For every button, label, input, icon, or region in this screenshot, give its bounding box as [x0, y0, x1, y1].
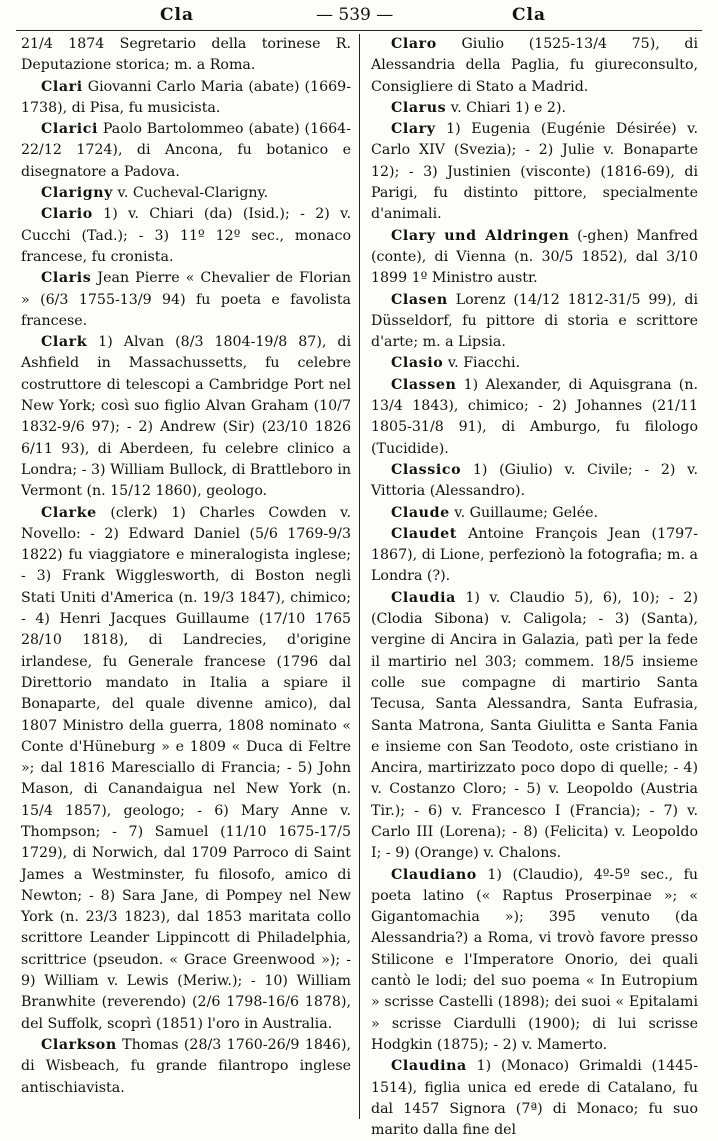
entry-text: v. Chiari 1) e 2).	[446, 99, 566, 116]
entry-headword: Clari	[41, 78, 83, 95]
entry-headword: Clark	[41, 334, 88, 351]
header-right-word: Cla	[512, 5, 547, 25]
entry-headword: Clasio	[391, 355, 444, 372]
entry-headword: Claudina	[391, 1058, 467, 1075]
entry-text: 1) v. Claudio 5), 6), 10); - 2) (Clodia Sibona) v. Caligola; - 3) (Santa), vergine di Ancira in Galazia, patì per la fede il martirio nel 303; commem. 18/5 insieme colle sue compagne di martirio Santa Tecusa, Santa Alessandra, Santa Eufrasia, Santa Matrona, Santa Giulitta e Santa Fania e insieme con San Teodoto, oste cristiano in Ancira, martirizzato poco dopo di quelle; - 4) v. Costanzo Cloro; - 5) v. Leopoldo (Austria Tir.); - 6) v. Francesco I (Francia); - 7) v. Carlo III (Lorena); - 8) (Felicita) v. Leopoldo I; - 9) (Orange) v. Chalons.	[371, 589, 698, 862]
column-divider	[359, 34, 360, 1119]
entry-text: Jean Pierre « Chevalier de Florian » (6/3 1755-13/9 94) fu poeta e favolista francese.	[21, 270, 351, 329]
dictionary-entry	[371, 1056, 698, 1141]
entry-headword: Clary	[391, 121, 436, 138]
dictionary-entry	[371, 290, 698, 354]
page-number: — 539 —	[316, 5, 394, 25]
entry-headword: Claudiano	[391, 866, 477, 883]
header-rule	[16, 30, 702, 31]
dictionary-entry	[371, 226, 698, 290]
dictionary-entry	[371, 460, 698, 503]
dictionary-entry	[371, 375, 698, 460]
entry-text: v. Guillaume; Gelée.	[449, 504, 598, 521]
right-column	[371, 34, 698, 1141]
entry-text: Antoine François Jean (1797-1867), di Lione, perfezionò la fotografia; m. a Londra (?).	[371, 525, 698, 585]
dictionary-entry	[371, 98, 698, 119]
dictionary-entry	[21, 503, 351, 1035]
dictionary-entry	[371, 353, 698, 374]
entry-headword: Claris	[41, 270, 92, 287]
entry-text: 21/4 1874 Segretario della torinese R. Deputazione storica; m. a Roma.	[21, 36, 351, 74]
entry-headword: Clasen	[391, 291, 448, 308]
entry-headword: Clarkson	[41, 1036, 117, 1053]
dictionary-entry	[371, 588, 698, 865]
entry-text: 1) (Monaco) Grimaldi (1445-1514), figlia unica ed erede di Catalano, fu dal 1457 Signora (7ª) di Monaco; fu suo marito dalla fine del	[371, 1058, 698, 1139]
dictionary-entry	[371, 865, 698, 1057]
entry-text: v. Cucheval-Clarigny.	[113, 185, 269, 202]
entry-text: 1) Alexander, di Aquisgrana (n. 13/4 1843), chimico; - 2) Johannes (21/11 1805-31/8 91), di Amburgo, fu filologo (Tucidide).	[371, 376, 698, 457]
header-left-word: Cla	[160, 5, 195, 25]
dictionary-entry	[21, 1035, 351, 1099]
entry-text: 1) v. Chiari (da) (Isid.); - 2) v. Cucchi (Tad.); - 3) 11º 12º sec., monaco francese, fu cronista.	[21, 206, 351, 265]
entry-text: v. Fiacchi.	[443, 355, 521, 372]
entry-text: 1) (Giulio) v. Civile; - 2) v. Vittoria (Alessandro).	[371, 461, 698, 500]
entry-headword: Claudet	[391, 525, 457, 542]
dictionary-entry	[21, 119, 351, 183]
dictionary-entry	[371, 34, 698, 98]
entry-headword: Claro	[391, 36, 437, 52]
entry-headword: Classico	[391, 461, 462, 478]
entry-headword: Clary und Aldringen	[391, 227, 570, 244]
dictionary-entry	[21, 204, 351, 268]
entry-headword: Claudia	[391, 589, 456, 606]
left-column	[21, 34, 351, 1099]
entry-text: Giovanni Carlo Maria (abate) (1669-1738), di Pisa, fu musicista.	[21, 78, 351, 116]
dictionary-entry	[371, 503, 698, 524]
page-header	[0, 0, 718, 34]
dictionary-entry	[371, 119, 698, 225]
entry-headword: Clario	[41, 206, 93, 223]
entry-text: Thomas (28/3 1760-26/9 1846), di Wisbeach, fu grande filantropo inglese antischiavista.	[21, 1036, 351, 1096]
entry-text: (clerk) 1) Charles Cowden v. Novello: - 2) Edward Daniel (5/6 1769-9/3 1822) fu viaggiatore e mineralogista inglese; - 3) Frank Wigglesworth, di Boston negli Stati Uniti d'America (n. 19/3 1847), chimico; - 4) Henri Jacques Guillaume (17/10 1765 28/10 1818), di Landrecies, d'origine irlandese, fu Generale francese (1796 dal Direttorio mandato in Italia a spiare il Bonaparte, del quale divenne amico), dal 1807 Ministro della guerra, 1808 nominato « Conte d'Hüneburg » e 1809 « Duca di Feltre »; dal 1816 Maresciallo di Francia; - 5) John Mason, di Canandaigua nel New York (n. 15/4 1857), geologo; - 6) Mary Anne v. Thompson; - 7) Samuel (11/10 1675-17/5 1729), di Norwich, dal 1709 Parroco di Saint James a Westminster, fu filosofo, amico di Newton; - 8) Sara Jane, di Pompey nel New York (n. 23/3 1823), dal 1853 maritata collo scrittore Leander Lippincott di Philadelphia, scrittrice (pseudon. « Grace Greenwood »); - 9) William v. Lewis (Meriw.); - 10) William Branwhite (reverendo) (2/6 1798-16/6 1878), del Suffolk, scoprì (1851) l'oro in Australia.	[21, 504, 351, 1032]
entry-headword: Clarigny	[41, 185, 114, 202]
dictionary-entry	[21, 268, 351, 332]
entry-text: 1) (Claudio), 4º-5º sec., fu poeta latino (« Raptus Proserpinae »; « Gigantomachia »); 395 venuto (da Alessandria?) a Roma, vi trovò favore presso Stilicone e l'Imperatore Onorio, dei quali cantò le lodi; del suo poema « In Eutropium » scrisse Castelli (1898); dei suoi « Epitalami » scrisse Ciardulli (1900); di lui scrisse Hodgkin (1875); - 2) v. Mamerto.	[371, 866, 698, 1053]
entry-text: (-ghen) Manfred (conte), di Vienna (n. 30/5 1852), dal 3/10 1899 1º Ministro austr.	[371, 227, 698, 287]
dictionary-entry	[21, 77, 351, 120]
entry-headword: Claude	[391, 504, 450, 521]
dictionary-entry	[21, 183, 351, 204]
entry-headword: Clarici	[41, 121, 98, 138]
entry-headword: Classen	[391, 376, 457, 393]
entry-text: 1) Eugenia (Eugénie Désirée) v. Carlo XIV (Svezia); - 2) Julie v. Bonaparte 12); - 3) Justinien (visconte) (1816-69), di Parigi, fu distinto pittore, specialmente d'animali.	[371, 121, 698, 223]
dictionary-entry	[21, 332, 351, 502]
entry-text: Giulio (1525-13/4 75), di Alessandria della Paglia, fu giureconsulto, Consigliere di Stato a Madrid.	[371, 36, 698, 95]
entry-text: Lorenz (14/12 1812-31/5 99), di Düsseldorf, fu pittore di storia e scrittore d'arte; m. a Lipsia.	[371, 291, 698, 351]
entry-text: 1) Alvan (8/3 1804-19/8 87), di Ashfield in Massachussetts, fu celebre costruttore di telescopi a Cambridge Port nel New York; così suo figlio Alvan Graham (10/7 1832-9/6 97); - 2) Andrew (Sir) (23/10 1826 6/11 93), di Aberdeen, fu celebre clinico a Londra; - 3) William Bullock, di Brattleboro in Vermont (n. 15/12 1860), geologo.	[21, 334, 351, 500]
entry-text: Paolo Bartolommeo (abate) (1664-22/12 1724), di Ancona, fu botanico e disegnatore a Padova.	[21, 121, 351, 180]
entry-headword: Clarke	[41, 504, 97, 521]
dictionary-entry	[21, 34, 351, 77]
entry-headword: Clarus	[391, 99, 447, 116]
dictionary-entry	[371, 524, 698, 588]
